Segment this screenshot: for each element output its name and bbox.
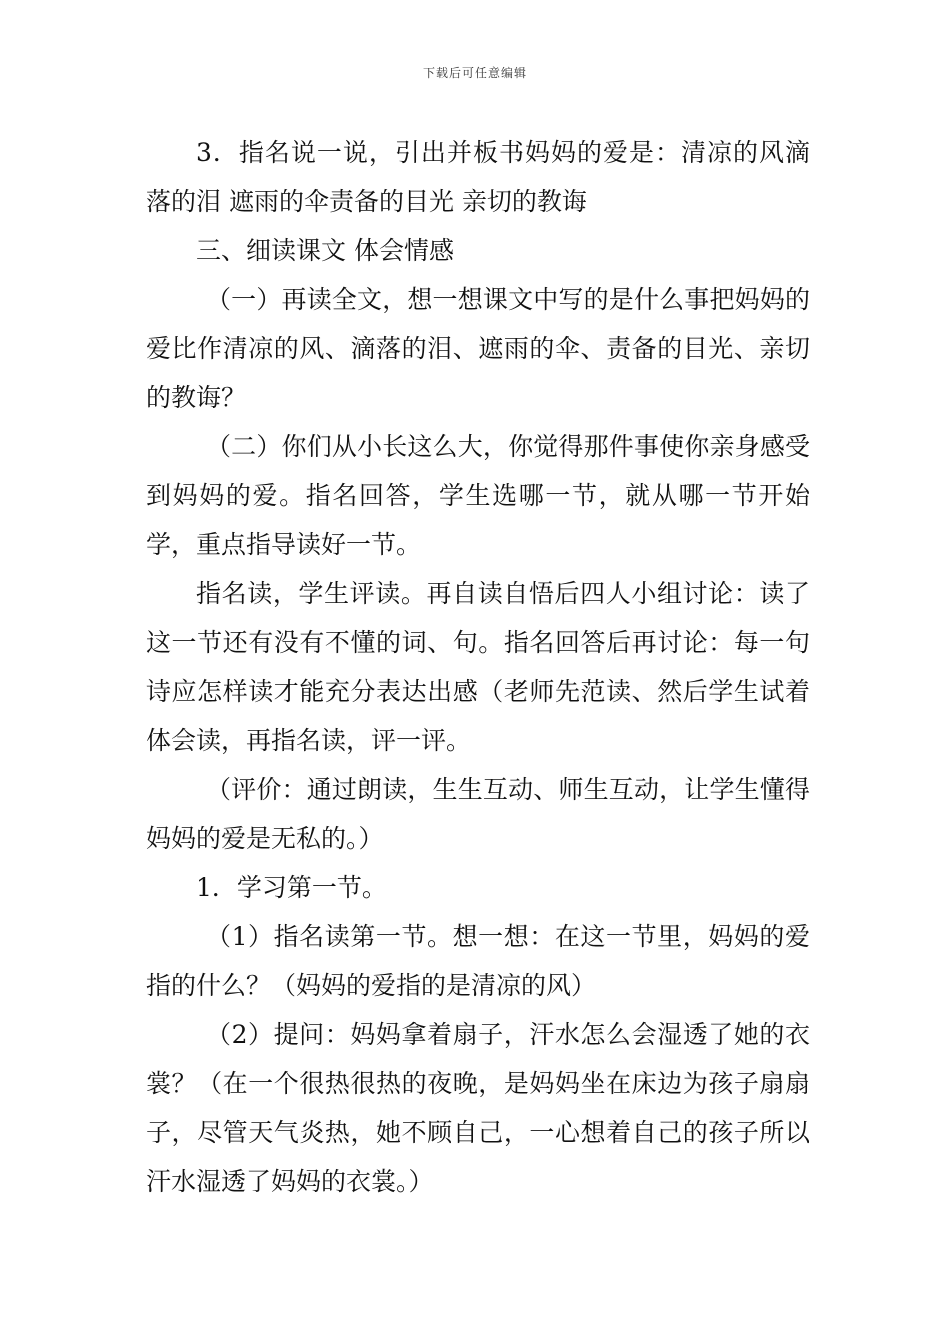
paragraph-part-2: （二）你们从小长这么大，你觉得那件事使你亲身感受到妈妈的爱。指名回答，学生选哪一节，就从哪一节开始学，重点指导读好一节。 [146,432,810,559]
section-heading-close-reading: 三、细读课文 体会情感 [196,236,454,265]
paragraph-reading-discussion: 指名读，学生评读。再自读自悟后四人小组讨论：读了这一节还有没有不懂的词、句。指名回答后再讨论：每一句诗应怎样读才能充分表达出感（老师先范读、然后学生试着体会读，再指名读，评一评。 [146,579,810,755]
paragraph-item-2: （2）提问：妈妈拿着扇子，汗水怎么会湿透了她的衣裳？（在一个很热很热的夜晚，是妈妈坐在床边为孩子扇扇子，尽管天气炎热，她不顾自己，一心想着自己的孩子所以汗水湿透了妈妈的衣裳。） [146,1020,810,1196]
paragraph-part-1: （一）再读全文，想一想课文中写的是什么事把妈妈的爱比作清凉的风、滴落的泪、遮雨的伞、责备的目光、亲切的教诲？ [146,285,810,412]
paragraph-evaluation: （评价：通过朗读，生生互动、师生互动，让学生懂得妈妈的爱是无私的。） [146,775,810,853]
paragraph-step-3: 3．指名说一说，引出并板书妈妈的爱是：清凉的风滴落的泪 遮雨的伞责备的目光 亲切的教诲 [146,138,810,216]
paragraph-study-section-1: 1．学习第一节。 [196,873,387,902]
page-header: 下载后可任意编辑 [422,66,527,80]
paragraph-item-1: （1）指名读第一节。想一想：在这一节里，妈妈的爱指的什么？（妈妈的爱指的是清凉的风） [146,922,810,1000]
document-body [146,128,810,1206]
